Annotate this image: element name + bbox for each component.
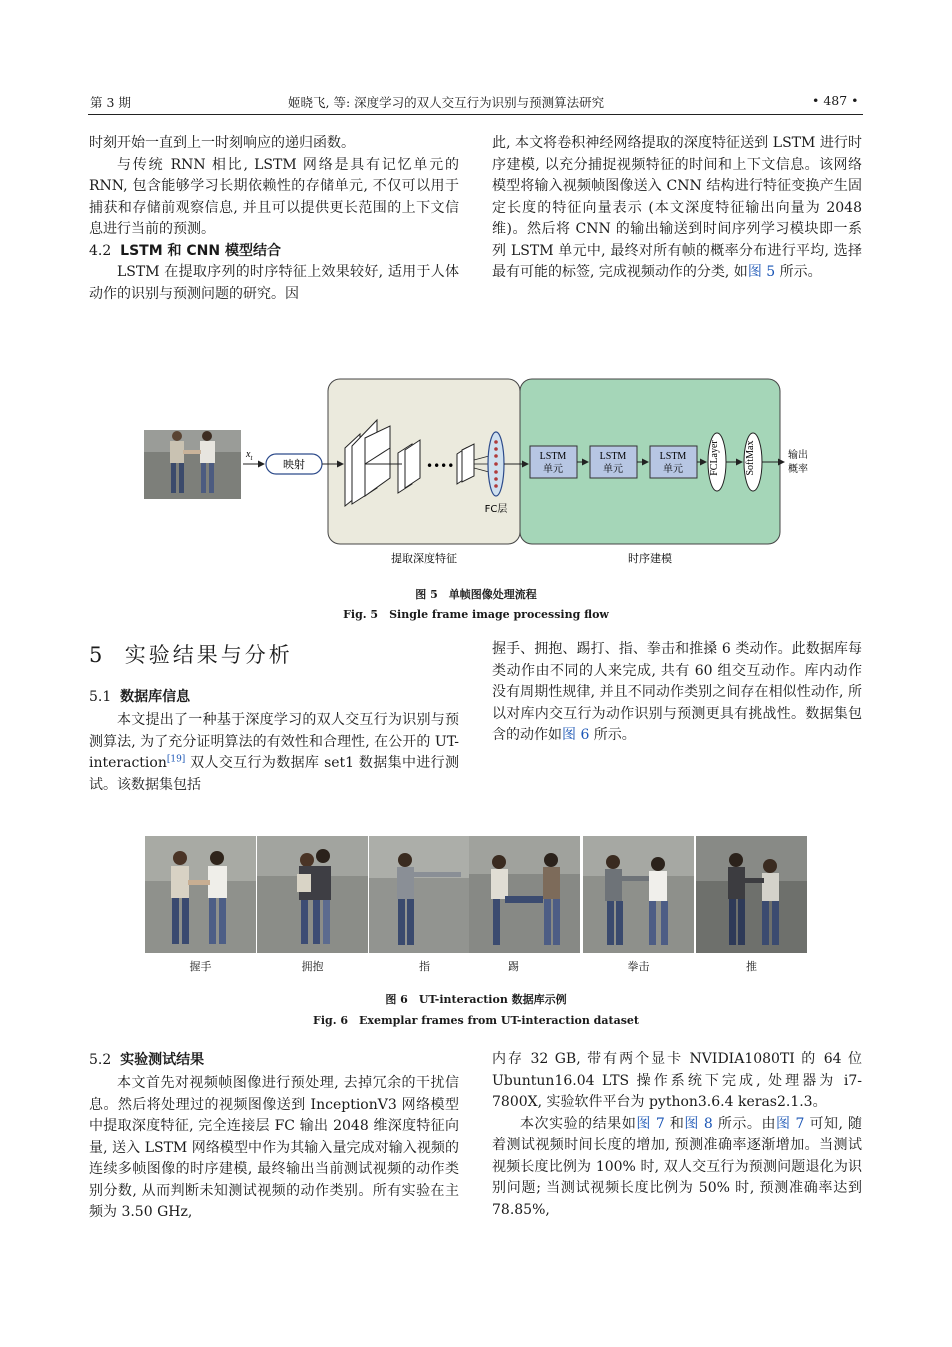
section-4-2-heading: [89, 241, 459, 263]
paragraph: [89, 710, 459, 796]
left-column-top: [89, 133, 459, 305]
figure-6-caption-cn: 图 6 UT-interaction 数据库示例: [385, 993, 567, 1006]
input-frame-image: [144, 430, 241, 499]
figure-5-link[interactable]: 图 5: [747, 264, 776, 280]
header-title: 姬晓飞, 等: 深度学习的双人交互行为识别与预测算法研究: [288, 95, 605, 110]
figure-7-link[interactable]: 图 7: [636, 1115, 665, 1132]
frame-kick: [469, 836, 580, 953]
frame-label: 拳击: [627, 960, 650, 973]
temporal-modeling-label: 时序建模: [628, 552, 672, 565]
header-issue: 第 3 期: [90, 95, 131, 110]
frame-label: 握手: [189, 960, 212, 973]
paragraph: 本文首先对视频帧图像进行预处理, 去掉冗余的干扰信息。然后将处理过的视频图像送到 InceptionV3 网络模型中提取深度特征, 完全连接层 FC 输出 2048 维深度特征向量, 送入 LSTM 网络模型中作为其输入量完成对输入视频的连续多帧图像的时序建模, 最终输出当前测试视频的动作类别分数, 从而判断未知测试视频的动作类别。所有实验在主频为 3.50 GHz,: [89, 1075, 459, 1220]
frame-handshake: [145, 836, 256, 953]
frame-punch: [583, 836, 694, 953]
section-number: 5: [89, 643, 106, 667]
paragraph-text: 所示。: [589, 727, 636, 743]
paragraph-text: 和: [664, 1115, 685, 1132]
paragraph-text: 可知, 随着测试视频时间长度的增加, 预测准确率逐渐增加。当测试视频长度比例为 100% 时, 双人交互行为预测问题退化为识别问题; 当测试视频长度比例为 50% 时, 预测准确率达到 78.85%,: [492, 1115, 863, 1218]
xt-subscript: t: [250, 454, 253, 462]
frame-label: 推: [746, 960, 757, 973]
figure-5-diagram: [140, 378, 840, 574]
fclayer-label: FCLayer: [709, 440, 720, 476]
feature-extraction-label: 提取深度特征: [391, 552, 457, 565]
lstm-unit-3-sub: 单元: [663, 464, 683, 475]
xt-label: x: [246, 449, 251, 460]
lstm-unit-1-sub: 单元: [543, 464, 563, 475]
figure-6-caption-en: Fig. 6 Exemplar frames from UT-interaction dataset: [313, 1014, 639, 1027]
paragraph: [492, 133, 862, 284]
right-column-sec5: [492, 639, 862, 747]
paragraph: LSTM 在提取序列的时序特征上效果较好, 适用于人体动作的识别与预测问题的研究。因: [89, 264, 459, 302]
paragraph: 内存 32 GB, 带有两个显卡 NVIDIA1080TI 的 64 位 Ubuntun16.04 LTS 操作系统下完成, 处理器为 i7-7800X, 实验软件平台为 python3.6.4 keras2.1.3。: [492, 1051, 862, 1110]
mapping-label: 映射: [283, 458, 305, 471]
frame-push: [696, 836, 807, 953]
figure-6-link[interactable]: 图 6: [562, 727, 590, 743]
figure-7-link[interactable]: 图 7: [776, 1115, 805, 1132]
left-column-sec5: [89, 710, 459, 796]
header-page-number: • 487 •: [812, 93, 859, 108]
lstm-unit-1-label: LSTM: [539, 451, 567, 462]
paragraph: [492, 639, 862, 747]
section-title: 数据库信息: [120, 689, 191, 705]
paragraph-text: 双人交互行为数据库 set1 数据集中进行测试。该数据集包括: [89, 755, 459, 793]
paragraph-text: 本文提出了一种基于深度学习的双人交互行为识别与预测算法, 为了充分证明算法的有效性和合理性, 在公开的 UT-interaction: [89, 712, 459, 771]
paragraph: [492, 1114, 862, 1222]
figure-8-link[interactable]: 图 8: [684, 1115, 713, 1132]
right-column-top: [492, 133, 862, 284]
frame-label: 踢: [508, 960, 519, 973]
section-number: 4.2: [89, 242, 112, 259]
paragraph-text: 握手、拥抱、踢打、指、拳击和推搡 6 类动作。此数据库每类动作由不同的人来完成, 共有 60 组交互动作。库内动作没有周期性规律, 并且不同动作类别之间存在相似性动作, 所以对库内交互行为动作识别与预测更具有挑战性。数据集包含的动作如: [492, 641, 862, 743]
left-column-sec52: [89, 1073, 459, 1224]
point-image: [369, 836, 480, 953]
output-label-1: 输出: [788, 450, 808, 461]
paragraph-text: 所示。由: [712, 1115, 777, 1132]
citation-19-link[interactable]: [19]: [166, 754, 186, 765]
push-image: [696, 836, 807, 953]
section-number: 5.1: [89, 689, 112, 705]
frame-point: [369, 836, 480, 953]
section-title: LSTM 和 CNN 模型结合: [120, 242, 281, 259]
paragraph-text: 所示。: [775, 264, 822, 280]
paragraph: 与传统 RNN 相比, LSTM 网络是具有记忆单元的 RNN, 包含能够学习长期依赖性的存储单元, 不仅可以用于捕获和存储前观察信息, 并且可以提供更长范围的上下文信息进行当前的预测。: [89, 156, 459, 237]
hug-image: [257, 836, 368, 953]
figure-5-caption-en: Fig. 5 Single frame image processing flow: [343, 608, 609, 621]
figure-5-caption-cn: 图 5 单帧图像处理流程: [415, 588, 537, 601]
section-number: 5.2: [89, 1052, 112, 1068]
right-column-sec52: [492, 1049, 862, 1221]
section-title: 实验测试结果: [120, 1052, 205, 1068]
section-5-heading: [89, 639, 293, 669]
output-label-2: 概率: [788, 464, 808, 475]
paragraph: 时刻开始一直到上一时刻响应的递归函数。: [89, 135, 355, 151]
softmax-label: SoftMax: [745, 440, 756, 476]
paragraph-text: 此, 本文将卷积神经网络提取的深度特征送到 LSTM 进行时序建模, 以充分捕捉视频特征的时间和上下文信息。该网络模型将输入视频帧图像送入 CNN 结构进行特征变换产生固定长度的特征向量表示 (本文深度特征输出向量为 2048 维)。然后将 CNN 的输出输送到时间序列学习模块即一系列 LSTM 单元中, 最终对所有帧的概率分布进行平均, 选择最有可能的标签, 完成视频动作的分类, 如: [492, 135, 862, 280]
frame-label: 指: [419, 960, 430, 973]
svg-text:xt: [245, 449, 253, 462]
frame-label: 拥抱: [301, 960, 324, 973]
handshake-image: [145, 836, 256, 953]
header-rule: [88, 114, 863, 115]
ellipsis: ••••: [426, 459, 455, 473]
frame-hug: [257, 836, 368, 953]
fc-layer-label: FC层: [484, 504, 508, 515]
lstm-unit-2-sub: 单元: [603, 464, 623, 475]
punch-image: [583, 836, 694, 953]
kick-image: [469, 836, 580, 953]
section-5-2-heading: [89, 1049, 204, 1069]
paragraph-text: 本次实验的结果如: [520, 1115, 637, 1132]
section-5-1-heading: [89, 686, 190, 706]
section-title: 实验结果与分析: [124, 643, 293, 667]
lstm-unit-3-label: LSTM: [659, 451, 687, 462]
lstm-unit-2-label: LSTM: [599, 451, 627, 462]
